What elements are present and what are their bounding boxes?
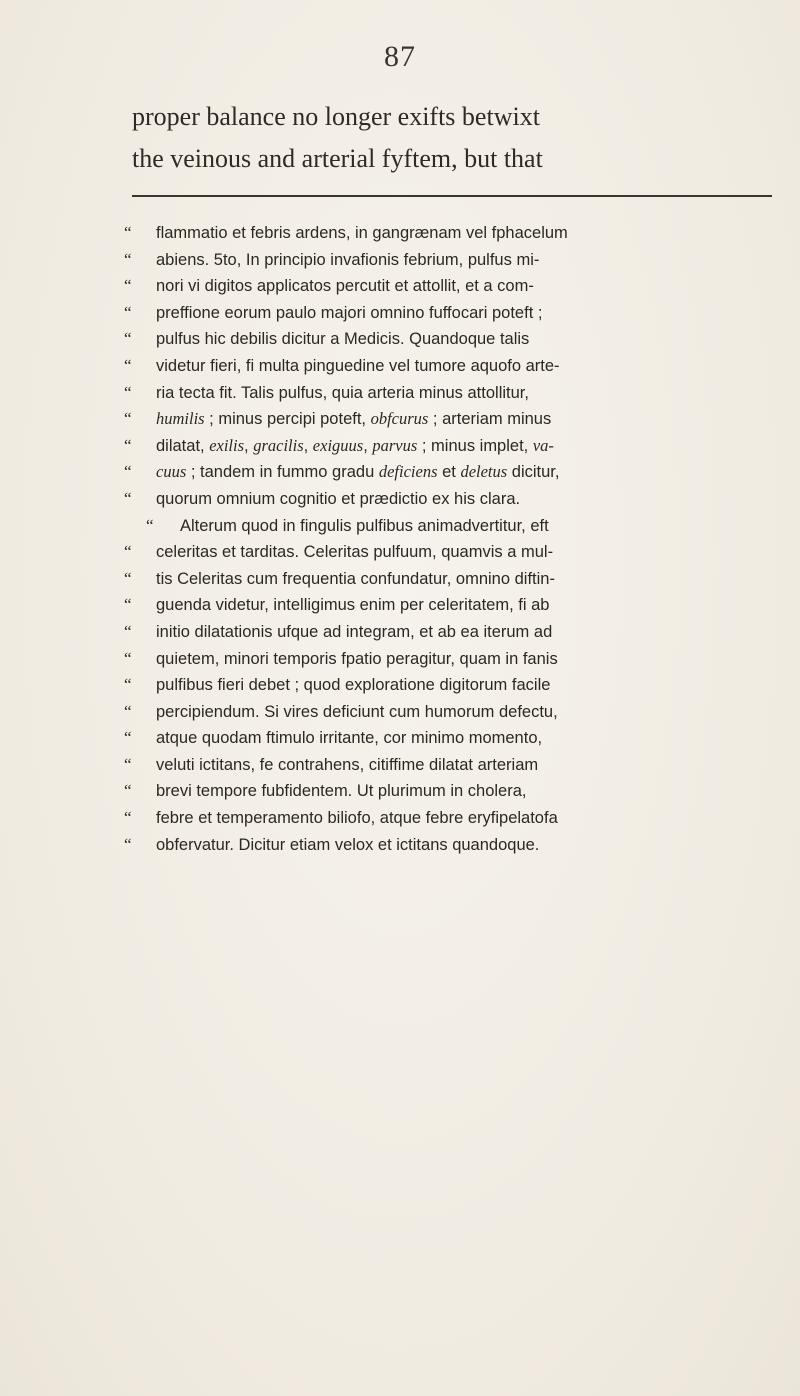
- quote-line-text: percipiendum. Si vires deficiunt cum humorum defectu,: [156, 702, 558, 721]
- quote-mark: “: [124, 781, 132, 801]
- quote-line-text: initio dilatationis ufque ad integram, et ab ea iterum ad: [156, 622, 553, 641]
- quote-line-text: Alterum quod in fingulis pulfibus animadvertitur, eft: [180, 516, 549, 535]
- quote-line-text: abiens. 5to, In principio invafionis febrium, pulfus mi-: [156, 250, 540, 269]
- quote-mark: “: [124, 621, 132, 641]
- quote-line: [124, 406, 774, 433]
- quote-line: [124, 539, 774, 566]
- quote-line: [124, 380, 774, 407]
- quote-line-text: quorum omnium cognitio et prædictio ex his clara.: [156, 489, 521, 508]
- quote-line-text: ria tecta fit. Talis pulfus, quia arteria minus attollitur,: [156, 383, 529, 402]
- quote-mark: “: [124, 675, 132, 695]
- quote-line: [124, 353, 774, 380]
- quote-line-text: brevi tempore fubfidentem. Ut plurimum in cholera,: [156, 782, 527, 801]
- quote-line-text: celeritas et tarditas. Celeritas pulfuum, quamvis a mul-: [156, 543, 554, 562]
- quote-mark: “: [124, 808, 132, 828]
- quote-line: [124, 486, 774, 513]
- quote-line-text: videtur fieri, fi multa pinguedine vel tumore aquofo arte-: [156, 356, 560, 375]
- quote-line-text: febre et temperamento biliofo, atque febre eryfipelatofa: [156, 809, 558, 828]
- quote-line: [124, 300, 774, 327]
- quote-mark: “: [124, 834, 132, 854]
- quote-mark: “: [124, 462, 132, 482]
- quote-mark: “: [124, 382, 132, 402]
- quote-line-text: obfervatur. Dicitur etiam velox et ictitans quandoque.: [156, 835, 540, 854]
- quote-line: [124, 725, 774, 752]
- quote-line-text: guenda videtur, intelligimus enim per celeritatem, fi ab: [156, 596, 550, 615]
- quote-mark: “: [124, 329, 132, 349]
- quote-line: [124, 433, 774, 460]
- quote-mark: “: [124, 701, 132, 721]
- quote-mark: “: [124, 595, 132, 615]
- quote-mark: “: [124, 728, 132, 748]
- lead-line: the veinous and arterial fyftem, but that: [132, 144, 543, 173]
- quote-line: [124, 459, 774, 486]
- quote-line: [124, 592, 774, 619]
- quote-line-text: pulfibus fieri debet ; quod exploratione digitorum facile: [156, 676, 551, 695]
- lead-paragraph: [132, 96, 772, 180]
- quote-line: [124, 672, 774, 699]
- quote-line-text: humilis ; minus percipi poteft, obfcurus ; arteriam minus: [156, 409, 552, 429]
- quote-mark: “: [124, 568, 132, 588]
- quote-line-text: atque quodam ftimulo irritante, cor minimo momento,: [156, 729, 543, 748]
- quote-line: [124, 805, 774, 832]
- quote-line: [124, 326, 774, 353]
- page-number: 87: [384, 40, 416, 73]
- quote-mark: “: [124, 409, 132, 429]
- quote-line: [124, 619, 774, 646]
- quote-line-text: veluti ictitans, fe contrahens, citiffime dilatat arteriam: [156, 755, 539, 774]
- quote-line: [124, 566, 774, 593]
- quote-mark: “: [124, 302, 132, 322]
- quote-line-text: flammatio et febris ardens, in gangrænam vel fphacelum: [156, 224, 568, 242]
- quote-line: [124, 646, 774, 673]
- quote-mark: “: [124, 249, 132, 269]
- quote-mark: “: [124, 276, 132, 296]
- quote-mark: “: [124, 648, 132, 668]
- quote-line: [124, 273, 774, 300]
- quote-mark: “: [146, 515, 154, 535]
- quote-line-text: cuus ; tandem in fummo gradu deficiens et deletus dicitur,: [156, 462, 560, 482]
- quote-line: [124, 778, 774, 805]
- quote-mark: “: [124, 542, 132, 562]
- quote-line: [124, 832, 774, 859]
- quote-line-text: quietem, minori temporis fpatio peragitur, quam in fanis: [156, 649, 558, 668]
- footnote-rule: [132, 195, 772, 197]
- quote-line-text: nori vi digitos applicatos percutit et attollit, et a com-: [156, 277, 534, 296]
- quote-mark: “: [124, 754, 132, 774]
- quote-line-text: tis Celeritas cum frequentia confundatur, omnino diftin-: [156, 569, 555, 588]
- quote-line-text: dilatat, exilis, gracilis, exiguus, parvus ; minus implet, va-: [156, 435, 554, 455]
- quote-mark: “: [124, 488, 132, 508]
- quote-mark: “: [124, 435, 132, 455]
- quote-line: [124, 752, 774, 779]
- quote-mark: “: [124, 223, 132, 242]
- quote-line-text: preffione eorum paulo majori omnino fuffocari poteft ;: [156, 303, 543, 322]
- quote-line: [124, 513, 774, 540]
- quote-line-text: pulfus hic debilis dicitur a Medicis. Quandoque talis: [156, 330, 530, 349]
- quote-line: [124, 247, 774, 274]
- lead-line: proper balance no longer exifts betwixt: [132, 102, 540, 131]
- quote-mark: “: [124, 355, 132, 375]
- quote-line: [124, 220, 774, 247]
- quote-line: [124, 699, 774, 726]
- quoted-footnote: [124, 220, 774, 858]
